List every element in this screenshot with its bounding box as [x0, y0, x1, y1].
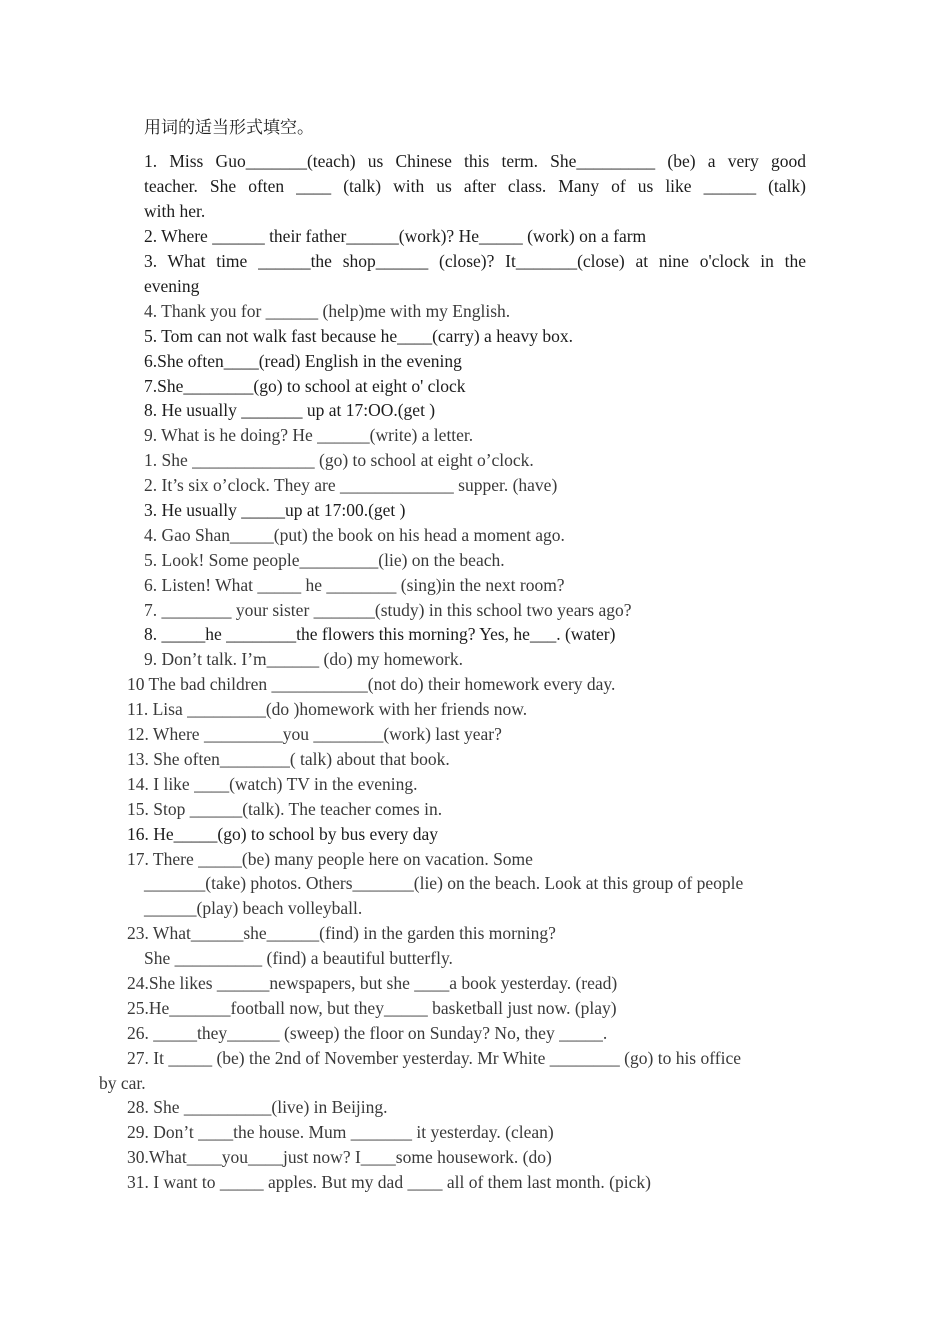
exercise-line: 28. She __________(live) in Beijing. [127, 1097, 388, 1117]
exercise-line: 24.She likes ______newspapers, but she ____a book yesterday. (read) [127, 973, 618, 993]
exercise-line: 8. _____he ________the flowers this morning? Yes, he___. (water) [144, 624, 616, 644]
exercise-line: 16. He_____(go) to school by bus every day [127, 824, 439, 844]
exercise-line: 31. I want to _____ apples. But my dad ____ all of them last month. (pick) [127, 1172, 651, 1192]
exercise-line: 12. Where _________you ________(work) last year? [127, 724, 502, 744]
exercise-line: 4. Thank you for ______ (help)me with my English. [144, 301, 511, 321]
exercise-line: 8. He usually _______ up at 17:OO.(get ) [144, 400, 436, 420]
exercise-line: evening [144, 276, 200, 296]
exercise-line: 11. Lisa _________(do )homework with her friends now. [127, 699, 528, 719]
exercise-line: 14. I like ____(watch) TV in the evening. [127, 774, 418, 794]
exercise-line: 13. She often________( talk) about that book. [127, 749, 450, 769]
exercise-line: 30.What____you____just now? I____some housework. (do) [127, 1147, 552, 1167]
exercise-line: 2. Where ______ their father______(work)? He_____ (work) on a farm [144, 226, 647, 246]
exercise-line: She __________ (find) a beautiful butterfly. [144, 948, 453, 968]
exercise-line: 9. Don’t talk. I’m______ (do) my homework. [144, 649, 464, 669]
exercise-line: 15. Stop ______(talk). The teacher comes in. [127, 799, 443, 819]
exercise-line: 23. What______she______(find) in the garden this morning? [127, 923, 556, 943]
exercise-line: 25.He_______football now, but they_____ basketball just now. (play) [127, 998, 617, 1018]
exercise-line: 29. Don’t ____the house. Mum _______ it yesterday. (clean) [127, 1122, 554, 1142]
exercise-line: 1. She ______________ (go) to school at eight o’clock. [144, 450, 534, 470]
exercise-line: 7. ________ your sister _______(study) in this school two years ago? [144, 600, 632, 620]
exercise-line: 9. What is he doing? He ______(write) a letter. [144, 425, 474, 445]
exercise-line: 17. There _____(be) many people here on vacation. Some [127, 849, 533, 869]
exercise-line: 3. He usually _____up at 17:00.(get ) [144, 500, 406, 520]
exercise-line: 4. Gao Shan_____(put) the book on his head a moment ago. [144, 525, 565, 545]
exercise-line: 6. Listen! What _____ he ________ (sing)in the next room? [144, 575, 565, 595]
exercise-line: with her. [144, 201, 206, 221]
exercise-line: 10 The bad children ___________(not do) their homework every day. [127, 674, 616, 694]
exercise-line: 1. Miss Guo_______(teach) us Chinese this term. She_________ (be) a very good [144, 151, 806, 171]
exercise-line: 2. It’s six o’clock. They are _____________ supper. (have) [144, 475, 558, 495]
exercise-line: 26. _____they______ (sweep) the floor on Sunday? No, they _____. [127, 1023, 608, 1043]
exercise-line: by car. [99, 1073, 146, 1093]
exercise-line: 27. It _____ (be) the 2nd of November yesterday. Mr White ________ (go) to his office [127, 1048, 741, 1068]
worksheet-title: 用词的适当形式填空。 [144, 118, 314, 138]
exercise-line: teacher. She often ____ (talk) with us after class. Many of us like ______ (talk) [144, 176, 806, 196]
exercise-line: _______(take) photos. Others_______(lie) on the beach. Look at this group of people [144, 873, 744, 893]
exercise-line: 3. What time ______the shop______ (close)? It_______(close) at nine o'clock in the [144, 251, 806, 271]
exercise-line: 6.She often____(read) English in the evening [144, 351, 462, 371]
exercise-line: 5. Look! Some people_________(lie) on the beach. [144, 550, 505, 570]
exercise-line: 5. Tom can not walk fast because he____(carry) a heavy box. [144, 326, 573, 346]
exercise-line: 7.She________(go) to school at eight o' clock [144, 376, 466, 396]
exercise-line: ______(play) beach volleyball. [144, 898, 363, 918]
